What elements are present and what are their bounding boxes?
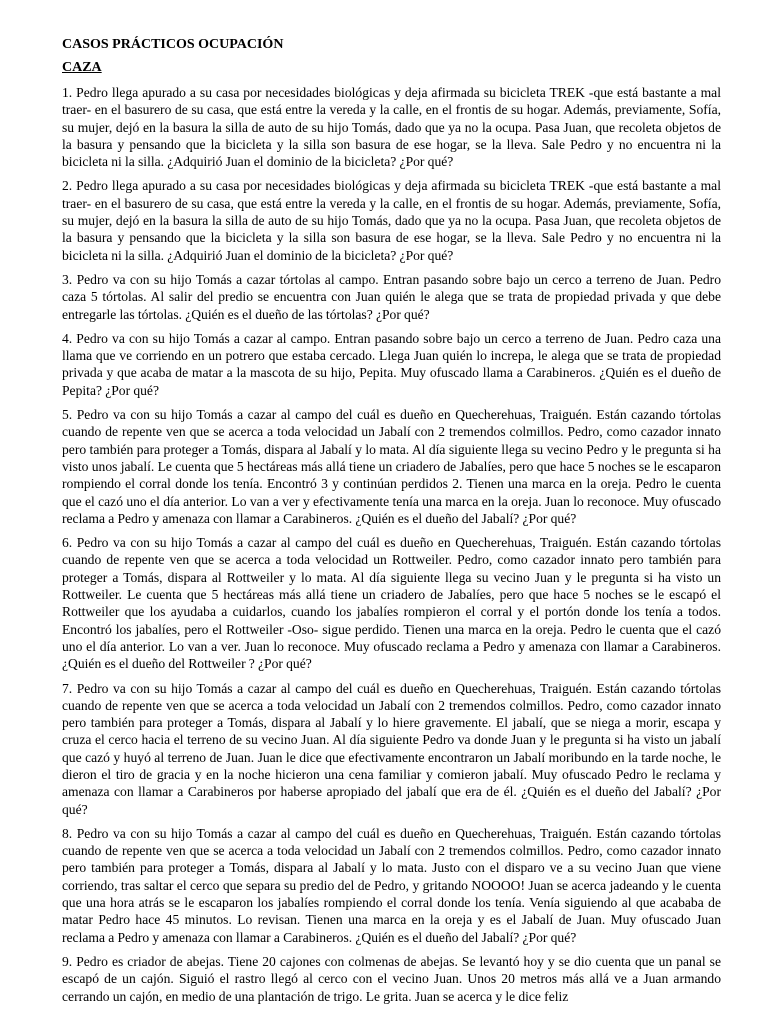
case-paragraph-6: 6. Pedro va con su hijo Tomás a cazar al campo del cuál es dueño en Quecherehuas, Traiguén. Están cazando tórtolas cuando de repente ven que se acerca a toda velocidad un Rottweiler. Pedro, como cazador innato pero también para proteger a Tomás, dispara al Rottweiler y lo mata. Al día siguiente llega su vecino Juan y le pregunta si ha visto un Rottweiler. Le cuenta que 5 hectáreas más allá tiene un criadero de Jabalíes, pero que hace 5 noches se le escapó el Rottweiler que los ayudaba a cuidarlos, cuando los jabalíes rompieron el corral y el portón donde los tenía a todos. Encontró los jabalíes, pero el Rottweiler -Oso- sigue perdido. Tienen una marca en la oreja. Pedro le cuenta que el cazó uno el día anterior. Lo van a ver. Juan lo reconoce. Muy ofuscado reclama a Pedro y amenaza con llamar a Carabineros. ¿Quién es el dueño del Rottweiler ? ¿Por qué?: [62, 535, 721, 672]
case-paragraph-2: 2. Pedro llega apurado a su casa por necesidades biológicas y deja afirmada su bicicleta TREK -que está bastante a mal traer- en el basurero de su casa, que está entre la vereda y la calle, en el frontis de su hogar. Además, previamente, Sofía, su mujer, dejó en la basura la silla de auto de su hijo Tomás, dado que ya no la ocupa. Pasa Juan, que recoleta objetos de la basura y pensando que la bicicleta y la silla son basura de ese hogar, se la lleva. Sale Pedro y no encuentra ni la bicicleta ni la silla. ¿Adquirió Juan el dominio de la bicicleta? ¿Por qué?: [62, 178, 721, 263]
case-paragraph-5: 5. Pedro va con su hijo Tomás a cazar al campo del cuál es dueño en Quecherehuas, Traiguén. Están cazando tórtolas cuando de repente ven que se acerca a toda velocidad un Jabalí con 2 tremendos colmillos. Pedro, como cazador innato pero también para proteger a Tomás, dispara al Jabalí y lo mata. Al día siguiente llega su vecino Pedro y le pregunta si ha visto unos jabalí. Le cuenta que 5 hectáreas más allá tiene un criadero de Jabalíes, pero que hace 5 noches se le escaparon rompiendo el corral donde los tenía. Encontró 3 y continúan perdidos 2. Tienen una marca en la oreja. Pedro le cuenta que el cazó uno el día anterior. Lo van a ver y efectivamente tenía una marca en la oreja. Juan lo reconoce. Muy ofuscado reclama a Pedro y amenaza con llamar a Carabineros. ¿Quién es el dueño del Jabalí? ¿Por qué?: [62, 407, 721, 526]
case-paragraph-7: 7. Pedro va con su hijo Tomás a cazar al campo del cuál es dueño en Quecherehuas, Traiguén. Están cazando tórtolas cuando de repente ven que se acerca a toda velocidad un Jabalí con 2 tremendos colmillos. Pedro, como cazador innato pero también para proteger a Tomás, dispara al Jabalí y lo hiere gravemente. El jabalí, que se niega a morir, escapa y cruza el cerco hacia el terreno de su vecino Juan. Al día siguiente Pedro va donde Juan y le pregunta si ha visto un jabalí que cazó y huyó al terreno de Juan. Juan le dice que efectivamente encontraron un Jabalí moribundo en la tarde noche, le dieron el tiro de gracia y en la noche hicieron una cena familiar y comieron jabalí. Muy ofuscado Pedro le reclama y amenaza con llamar a Carabineros por haberse apropiado del jabalí que era de él. ¿Quién es el dueño del Jabalí? ¿Por qué?: [62, 680, 721, 817]
case-paragraph-8: 8. Pedro va con su hijo Tomás a cazar al campo del cuál es dueño en Quecherehuas, Traiguén. Están cazando tórtolas cuando de repente ven que se acerca a toda velocidad un Jabalí con 2 tremendos colmillos. Pedro, como cazador innato pero también para proteger a Tomás, dispara al Jabalí y lo mata. Justo con el disparo ve a su vecino Juan que viene corriendo, tras saltar el cerco que separa su predio del de Pedro, y gritando NOOOO! Juan se acerca jadeando y le cuenta que una hora atrás se le escaparon los jabalíes rompiendo el corral donde los tenía. Venía siguiendo al que acababa de matar Pedro hace 45 minutos. Lo revisan. Tienen una marca en la oreja y es el Jabalí de Juan. Muy ofuscado Juan reclama a Pedro y amenaza con llamar a Carabineros. ¿Quién es el dueño del Jabalí? ¿Por qué?: [62, 825, 721, 945]
section-heading: CAZA: [62, 60, 102, 75]
case-paragraph-9: 9. Pedro es criador de abejas. Tiene 20 cajones con colmenas de abejas. Se levantó hoy y se dio cuenta que un panal se escapó de un cajón. Siguió el rastro llegó al cerco con el vecino Juan. Unos 20 metros más allá ve a Juan armando cerrando un cajón, en medio de una plantación de trigo. Le grita. Juan se acerca y le dice feliz: [62, 953, 721, 1004]
case-paragraph-4: 4. Pedro va con su hijo Tomás a cazar al campo. Entran pasando sobre bajo un cerco a terreno de Juan. Pedro caza una llama que ve corriendo en un potrero que estaba cercado. Llega Juan quién lo increpa, le alega que se trata de propiedad privada y que acaba de matar a la mascota de su hijo, Pepita. Muy ofuscado llama a Carabineros. ¿Quién es el dueño de Pepita? ¿Por qué?: [62, 330, 721, 398]
case-paragraph-3: 3. Pedro va con su hijo Tomás a cazar tórtolas al campo. Entran pasando sobre bajo un cerco a terreno de Juan. Pedro caza 5 tórtolas. Al salir del predio se encuentra con Juan quién le alega que se trata de propiedad privada y que debe entregarle las tórtolas. ¿Quién es el dueño de las tórtolas? ¿Por qué?: [62, 271, 721, 322]
document-page: [62, 36, 721, 1012]
case-paragraph-1: 1. Pedro llega apurado a su casa por necesidades biológicas y deja afirmada su bicicleta TREK -que está bastante a mal traer- en el basurero de su casa, que está entre la vereda y la calle, en el frontis de su hogar. Además, previamente, Sofía, su mujer, dejó en la basura la silla de auto de su hijo Tomás, dado que ya no la ocupa. Pasa Juan, que recoleta objetos de la basura y pensando que la bicicleta y la silla son basura de ese hogar, se la lleva. Sale Pedro y no encuentra ni la bicicleta ni la silla. ¿Adquirió Juan el dominio de la bicicleta? ¿Por qué?: [62, 85, 721, 170]
document-title: CASOS PRÁCTICOS OCUPACIÓN: [62, 37, 284, 52]
